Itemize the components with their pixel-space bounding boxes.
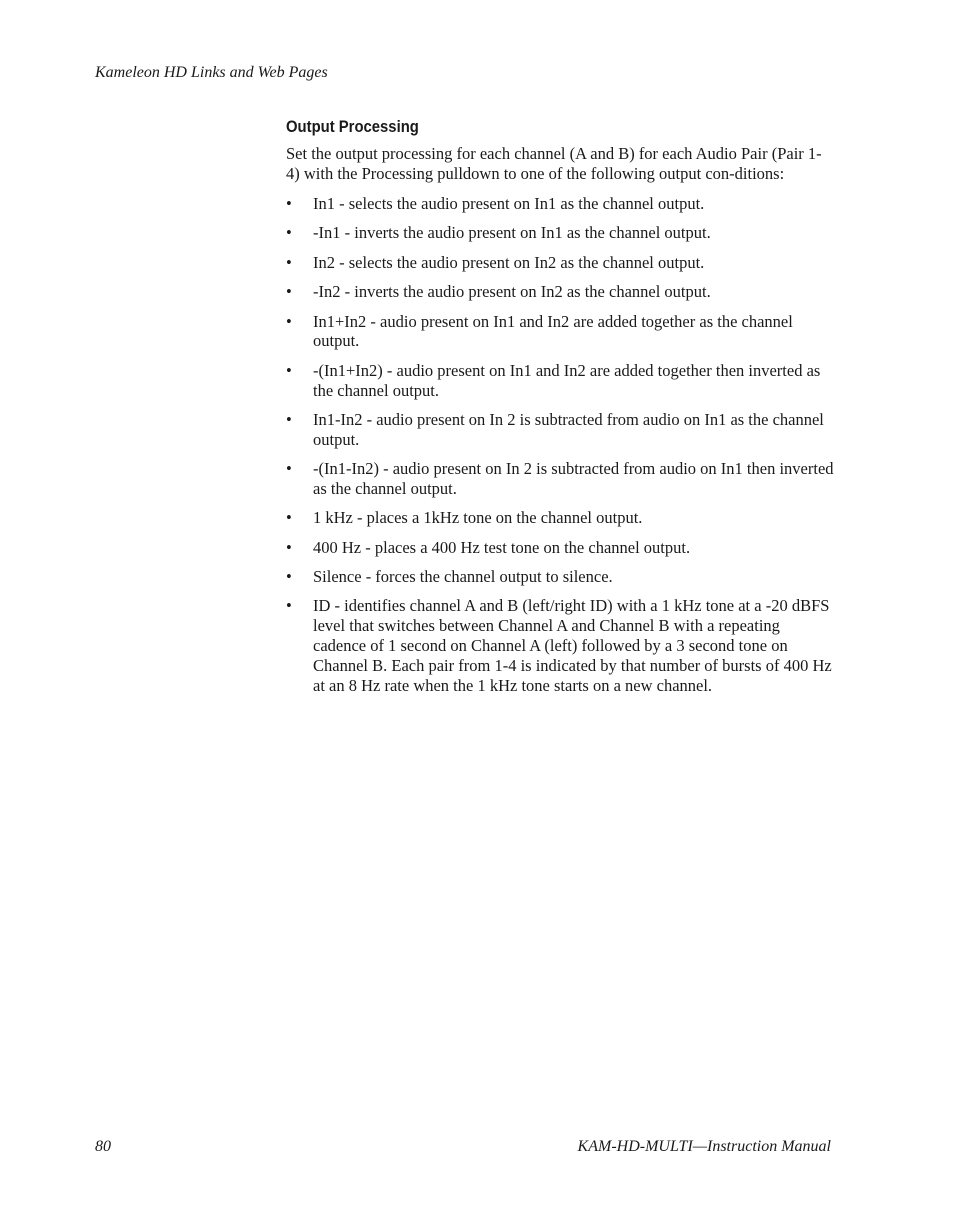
bullet-mark: • [286,508,292,528]
bullet-mark: • [286,282,292,302]
list-item-text: 1 kHz - places a 1kHz tone on the channel output. [313,508,643,528]
bullet-mark: • [286,537,292,557]
list-item-text: In1+In2 - audio present on In1 and In2 are added together as the channel output. [313,311,793,351]
page-content [286,116,834,705]
list-item-text: In1 - selects the audio present on In1 as the channel output. [313,194,705,213]
list-item-text: In2 - selects the audio present on In2 as the channel output. [313,252,705,272]
list-item [286,282,834,302]
list-item-text: -In1 - inverts the audio present on In1 as the channel output. [313,223,711,243]
list-item [286,596,834,695]
output-conditions-list [286,194,834,695]
list-item [286,410,834,450]
page-number: 80 [95,1138,111,1155]
bullet-mark: • [286,567,292,587]
list-item [286,194,834,214]
list-item-text: Silence - forces the channel output to silence. [313,567,613,587]
intro-paragraph: Set the output processing for each channel (A and B) for each Audio Pair (Pair 1-4) with the Processing pulldown to one of the following output con-ditions: [286,144,822,183]
bullet-mark: • [286,409,292,429]
list-item-text: -(In1-In2) - audio present on In 2 is subtracted from audio on In1 then inverted as the channel output. [313,459,834,498]
bullet-mark: • [286,194,292,213]
bullet-mark: • [286,223,292,243]
list-item-text: -In2 - inverts the audio present on In2 as the channel output. [313,282,711,302]
list-item-text: In1-In2 - audio present on In 2 is subtracted from audio on In1 as the channel output. [313,409,824,449]
list-item-text: -(In1+In2) - audio present on In1 and In2 are added together then inverted as the channel output. [313,360,821,400]
list-item [286,567,834,587]
list-item [286,253,834,273]
manual-title: KAM-HD-MULTI—Instruction Manual [577,1138,831,1155]
list-item [286,361,834,401]
list-item [286,312,834,352]
bullet-mark: • [286,252,292,272]
list-item [286,459,834,499]
bullet-mark: • [286,360,292,380]
section-title: Output Processing [286,118,419,136]
bullet-mark: • [286,311,292,331]
list-item-text: ID - identifies channel A and B (left/right ID) with a 1 kHz tone at a -20 dBFS level that switches between Channel A and Channel B with a repeating cadence of 1 second on Channel A (left) followed by a 3 second tone on Channel B. Each pair from 1-4 is indicated by that number of bursts of 400 Hz at an 8 Hz rate when the 1 kHz tone starts on a new channel. [313,596,832,695]
bullet-mark: • [286,596,292,616]
list-item [286,538,834,558]
list-item [286,508,834,528]
running-header: Kameleon HD Links and Web Pages [95,64,328,81]
list-item-text: 400 Hz - places a 400 Hz test tone on the channel output. [313,537,691,557]
list-item [286,223,834,243]
bullet-mark: • [286,459,292,479]
